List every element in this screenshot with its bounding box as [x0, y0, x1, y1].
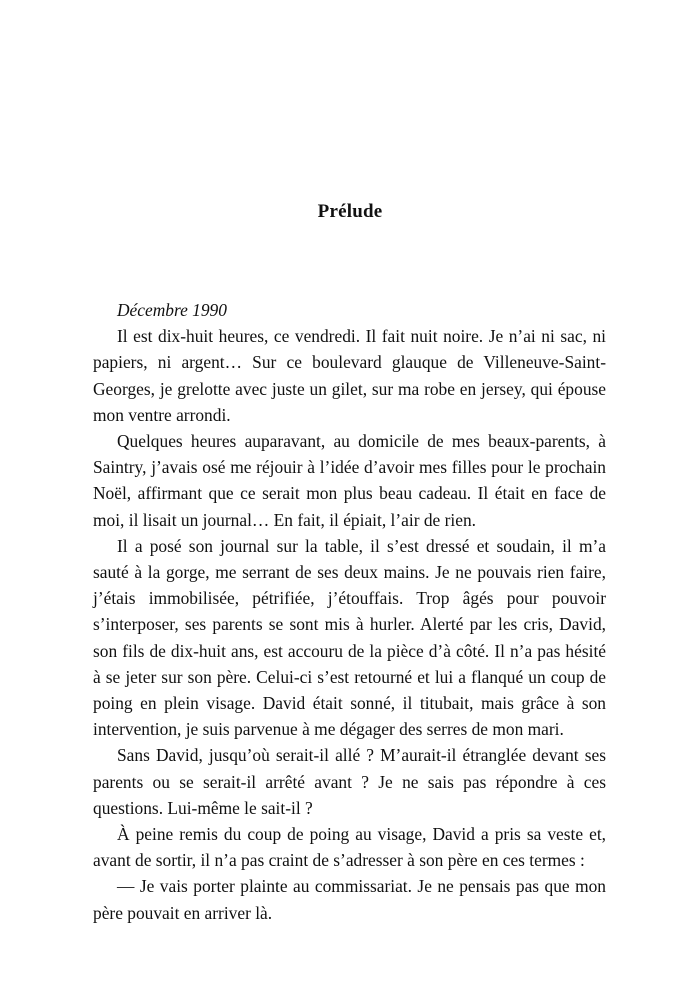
paragraph-5: À peine remis du coup de poing au visage, David a pris sa veste et, avant de sortir, il n’a pas craint de s’adresser à son père en ces termes : — [93, 824, 606, 871]
dialogue-line: — Je vais porter plainte au commissariat. Je ne pensais pas que mon père pouvait en arriver là. — [93, 873, 606, 925]
body-text — [93, 297, 606, 926]
paragraph-4: Sans David, jusqu’où serait-il allé ? M’aurait-il étranglée devant ses parents ou se serait-il arrêté avant ? Je ne sais pas répondre à ces questions. Lui-même le sait-il ? — [93, 745, 606, 818]
paragraph-3: Il a posé son journal sur la table, il s’est dressé et soudain, il m’a sauté à la gorge, me serrant de ses deux mains. Je ne pouvais rien faire, j’étais immobilisée, pétrifiée, j’étouffais. Trop âgés pour pouvoir s’interposer, ses parents se sont mis à hurler. Alerté par les cris, David, son fils de dix-huit ans, est accouru de la pièce d’à côté. Il n’a pas hésité à se jeter sur son père. Celui-ci s’est retourné et lui a flanqué un coup de poing en plein visage. David était sonné, il titubait, mais grâce à son intervention, je suis parvenue à me dégager des serres de mon mari. — [93, 535, 606, 740]
paragraph-1: Il est dix-huit heures, ce vendredi. Il fait nuit noire. Je n’ai ni sac, ni papiers, ni argent… Sur ce boulevard glauque de Villeneuve-Saint-Georges, je grelotte avec juste un gilet, sur ma robe en jersey, qui épouse mon ventre arrondi. — [93, 326, 606, 425]
chapter-title: Prélude — [317, 201, 383, 222]
paragraph-2: Quelques heures auparavant, au domicile de mes beaux-parents, à Saintry, j’avais osé me réjouir à l’idée d’avoir mes filles pour le prochain Noël, affirmant que ce serait mon plus beau cadeau. Il était en face de moi, il lisait un journal… En fait, il épiait, l’air de rien. — [93, 431, 606, 530]
dateline: Décembre 1990 — [117, 300, 227, 320]
